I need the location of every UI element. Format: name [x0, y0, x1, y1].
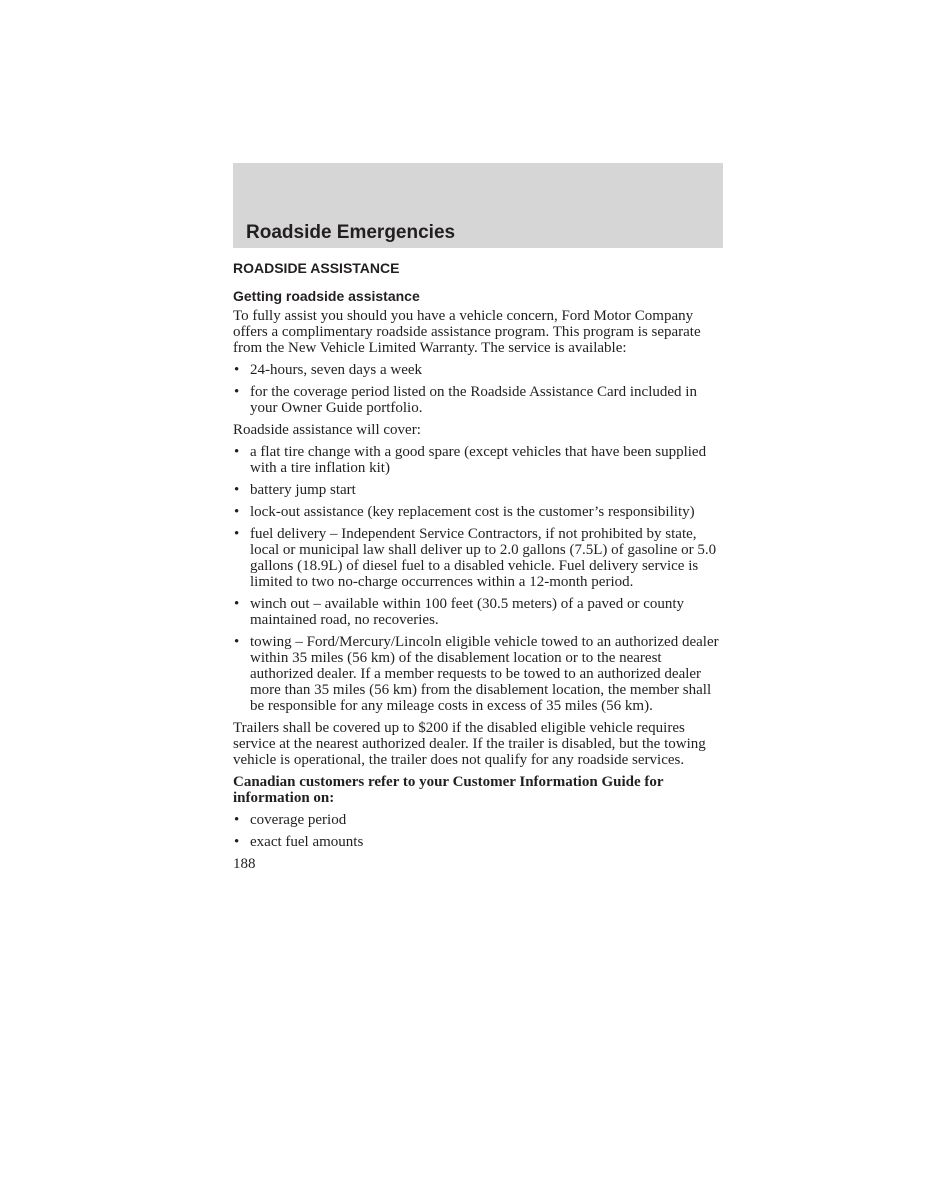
intro-paragraph: To fully assist you should you have a vehicle concern, Ford Motor Company offers a complimentary roadside assistance program. This program is separate from the New Vehicle Limited Warranty. The service is available: [233, 308, 701, 356]
bullet-icon: • [234, 482, 240, 498]
list-item: • coverage period [234, 812, 347, 828]
trailers-paragraph: Trailers shall be covered up to $200 if the disabled eligible vehicle requires service at the nearest authorized dealer. If the trailer is disabled, but the towing vehicle is operational, the trailer does not qualify for any roadside services. [233, 720, 706, 768]
list-item: • fuel delivery – Independent Service Contractors, if not prohibited by state, local or municipal law shall deliver up to 2.0 gallons (7.5L) of gasoline or 5.0 gallons (18.9L) of diesel fuel to a disabled vehicle. Fuel delivery service is limited to two no-charge occurrences within a 12-month period. [234, 526, 717, 590]
page-content [233, 259, 725, 872]
list-item: • a flat tire change with a good spare (except vehicles that have been supplied with a tire inflation kit) [234, 444, 707, 476]
availability-list [233, 362, 725, 416]
list-item: • 24-hours, seven days a week [234, 362, 423, 378]
bullet-icon: • [234, 504, 240, 520]
list-item: • for the coverage period listed on the Roadside Assistance Card included in your Owner Guide portfolio. [234, 384, 697, 416]
coverage-intro: Roadside assistance will cover: [233, 422, 421, 438]
coverage-list [233, 444, 725, 714]
bullet-icon: • [234, 596, 240, 612]
canadian-list [233, 812, 725, 850]
list-item: • towing – Ford/Mercury/Lincoln eligible vehicle towed to an authorized dealer within 35 miles (56 km) of the disablement location or to the nearest authorized dealer. If a member requests to be towed to an authorized dealer more than 35 miles (56 km) from the disablement location, the member shall be responsible for any mileage costs in excess of 35 miles (56 km). [234, 634, 719, 714]
list-item: • winch out – available within 100 feet (30.5 meters) of a paved or county maintained road, no recoveries. [234, 596, 685, 628]
page-title: Roadside Emergencies [246, 222, 456, 243]
bullet-icon: • [234, 834, 240, 850]
section-header-band [233, 163, 723, 248]
bullet-icon: • [234, 384, 240, 400]
list-item: • exact fuel amounts [234, 834, 364, 850]
bullet-icon: • [234, 812, 240, 828]
bullet-icon: • [234, 526, 240, 542]
list-item: • battery jump start [234, 482, 356, 498]
bullet-icon: • [234, 634, 240, 650]
list-item: • lock-out assistance (key replacement cost is the customer’s responsibility) [234, 504, 695, 520]
bullet-icon: • [234, 444, 240, 460]
page-number: 188 [233, 856, 256, 872]
subsection-title: Getting roadside assistance [233, 288, 420, 304]
section-title: ROADSIDE ASSISTANCE [233, 260, 400, 276]
bullet-icon: • [234, 362, 240, 378]
canadian-note: Canadian customers refer to your Customer Information Guide for information on: [233, 774, 664, 806]
